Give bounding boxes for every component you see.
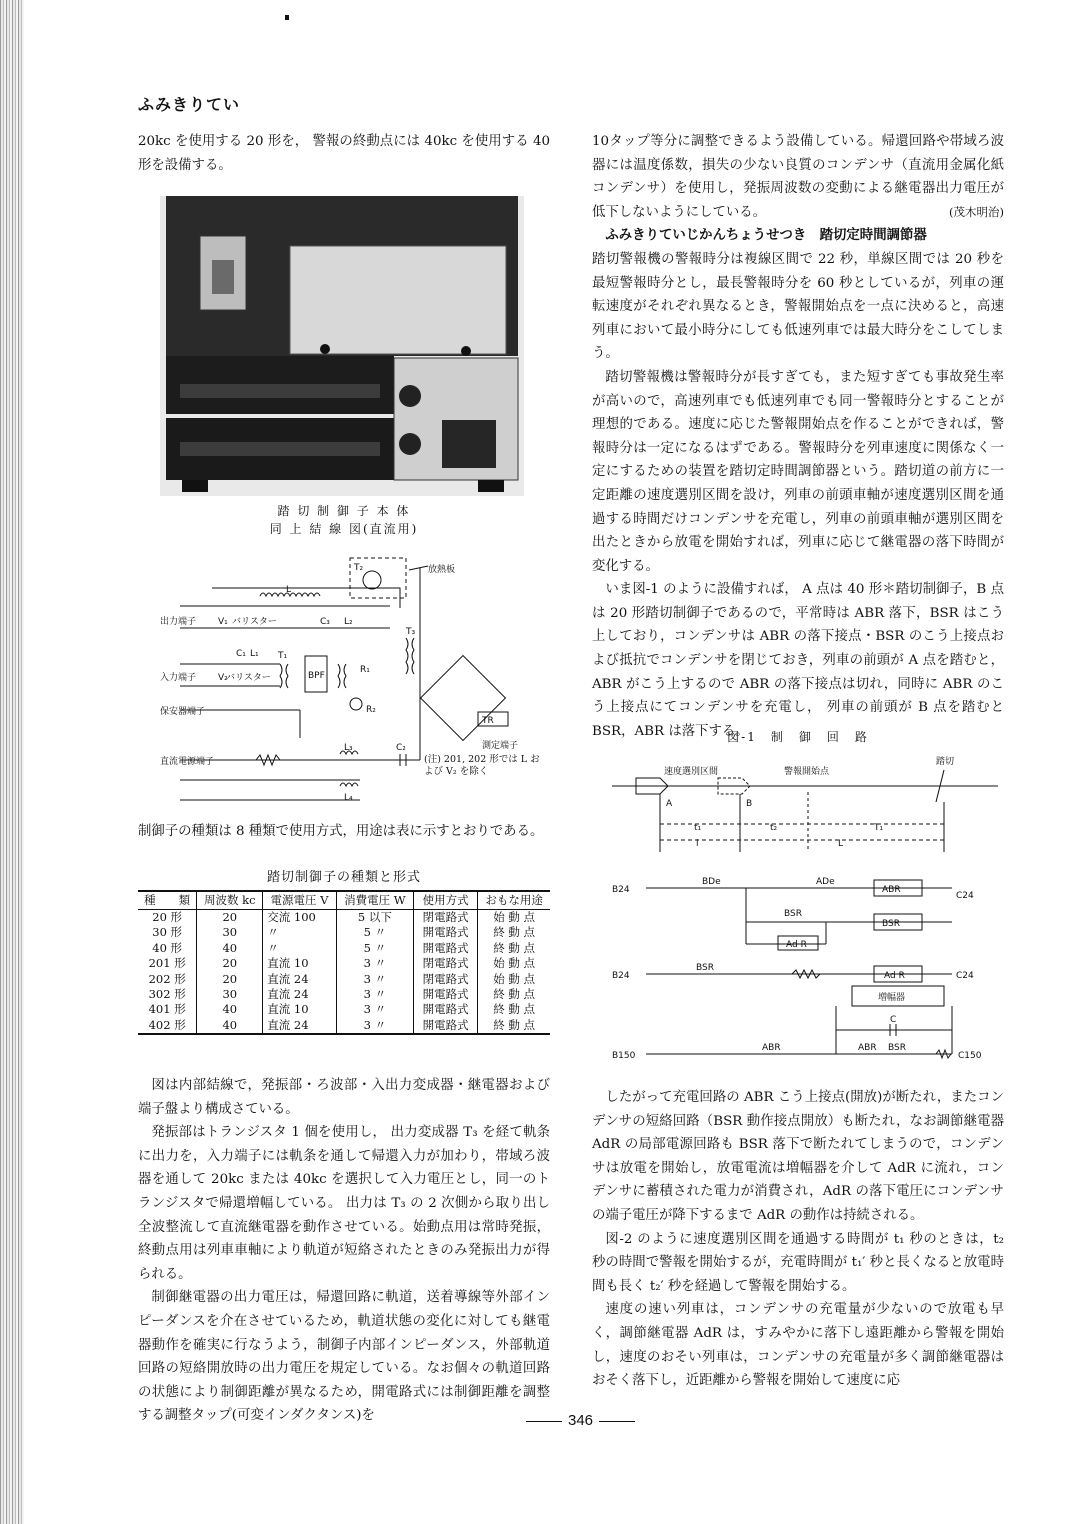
big-t1-label: T₁ [874,823,884,833]
t3-label: T₃ [406,627,416,637]
table-cell: 直流 10 [263,1002,336,1017]
table-title: 踏切制御子の種類と形式 [266,870,421,885]
b24-label: B24 [612,885,630,895]
abr-contact-label: ABR [762,1043,781,1053]
point-b-label: B [746,799,753,809]
author-credit: (茂木明治) [949,204,1004,219]
page-binding-edge [0,0,24,1524]
table-row [138,972,550,987]
table-cell: 30 形 [152,925,183,940]
left-paragraph-2: 制御子の種類は 8 種類で使用方式，用途は表に示すとおりである。 [138,824,544,839]
running-head: ふみきりてい [138,95,241,114]
table-cell: 40 [197,941,263,956]
l2-label: L₂ [344,617,353,627]
table-cell: 直流 24 [263,1018,336,1034]
table-cell: 3 〃 [336,1002,413,1017]
table-cell: 始 動 点 [478,972,550,987]
left-paragraph-1: 20kc を使用する 20 形を， 警報の終動点には 40kc を使用する 40 形を設備する。 [138,134,550,173]
table-cell: 開電路式 [414,1018,478,1034]
bpf-label: BPF [308,671,325,681]
table-cell: 401 形 [148,1002,186,1017]
protector-terminal-label: 保安器端子 [160,707,206,717]
table-cell: 開電路式 [414,925,478,940]
t2-label: T₂ [354,563,364,573]
l-label: l [696,839,699,849]
table-body [138,910,550,1035]
r2-label: R₂ [366,705,376,715]
table-cell: 閉電路式 [414,956,478,971]
bde-label: BDe [702,877,721,887]
crossing-label: 踏切 [936,757,955,767]
table-cell: 5 以下 [336,910,413,926]
big-l-label: L [838,839,844,849]
adr-upper-label: Ad R [786,940,807,950]
b150-label: B150 [612,1051,636,1061]
capacitor-label: C [890,1015,897,1025]
alarm-start-label: 警報開始点 [784,767,830,777]
control-circuit-figure [606,752,1006,1070]
table-cell: 40 形 [152,940,183,955]
measure-terminal-label: 測定端子 [482,741,519,751]
figure-1-caption: 図-1 制 御 回 路 [727,730,869,744]
left-body-text [138,1074,550,1428]
table-row [138,910,550,926]
table-cell: 閉電路式 [414,910,478,926]
amplifier-label: 増幅器 [878,993,906,1003]
table-cell: 直流 24 [263,987,336,1002]
table-cell: 20 [197,910,263,926]
table-cell: 終 動 点 [478,925,550,940]
r1-label: R₁ [360,665,370,675]
l4-label: L₄ [344,793,353,803]
table-cell: 直流 24 [263,972,336,987]
tr-label: TR [482,716,494,726]
table-cell: 終 動 点 [478,941,550,956]
print-speck [285,15,289,20]
table-cell: 3 〃 [336,956,413,971]
controller-photo-image [160,196,524,496]
table-cell: 20 形 [152,910,183,924]
right-paragraph-1-text: 10タップ等分に調整できるよう設備している。帰還回路や帯域ろ波器には温度係数，損失の少ない良質のコンデンサ（直流用金属化紙コンデンサ）を使用し，発振周波数の変動による継電器出力電圧が低下しないようにしている。 [592,134,1004,220]
right-body-text-bottom [592,1086,1004,1393]
table-cell: 3 〃 [336,1018,413,1034]
heat-sink-label: 放熱板 [428,565,456,575]
meter-symbol [350,698,362,710]
varistor1-label: バリスター [232,617,277,627]
entry-heading: ふみきりていじかんちょうせつき 踏切定時間調節器 [605,227,927,244]
table-cell: 201 形 [148,956,186,971]
table-row [138,1018,550,1034]
table-header: 使用方式 [414,891,478,910]
dc-source-terminal-label: 直流電源端子 [160,757,215,767]
right-paragraph-1 [592,130,1004,224]
l1-label: L₁ [250,649,259,659]
table-cell: 始 動 点 [478,910,550,926]
l3-label: L₃ [344,743,353,753]
controller-photo [160,196,524,496]
left-paragraph-4: 発振部はトランジスタ 1 個を使用し， 出力変成器 T₃ を経て軌条に出力を，入力端子には軌条を通して帰還入力が加わり，帯域ろ波器を通して 20kc または 40kc を選択して入力電圧とし，同一のトランジスタで帰還増幅している。 出力は T₃ の 2 次側から取り出し全波整流して直流継電器を動作させている。始動点用は常時発振，終動点用は列車車軸により軌道が短絡されたときのみ発振出力が得られる。 [138,1125,550,1282]
table-cell: 始 動 点 [478,956,550,971]
ade-label: ADe [816,877,835,887]
diagram-caption: 同 上 結 線 図(直流用) [269,522,419,536]
table-row [138,941,550,956]
controller-types-table [138,890,550,1035]
table-cell: 20 [197,972,263,987]
L-coil-line [212,588,400,608]
table-header: 周波数 kc [197,891,263,910]
c24-label: C24 [956,891,974,901]
c1-label: C₁ [236,649,246,659]
diagram-note: (注) 201, 202 形では L および V₂ を除く [424,754,540,777]
table-row [138,925,550,940]
wiring-diagram [160,548,550,810]
table-cell: 開電路式 [414,987,478,1002]
table-cell: 3 〃 [336,987,413,1002]
table-cell: 402 形 [138,1018,197,1034]
table-cell: 〃 [263,925,336,940]
abr-contact-label-2: ABR [858,1043,877,1053]
table-cell: 40 [197,1018,263,1034]
right-paragraph-2: 踏切警報機の警報時分は複線区間で 22 秒，単線区間では 20 秒を最短警報時分とし，最長警報時分を 60 秒としているが，列車の運転速度がそれぞれ異なるとき，警報開始点を一点に決めると，高速列車において最小時分にしても低速列車では最大時分をこしてしまう。 [592,251,1004,362]
right-body-text-top [592,130,1004,743]
c2-label: C₂ [396,743,406,753]
table-cell: 40 [197,1002,263,1017]
adr-lower-label: Ad R [884,971,905,981]
bsr-contact-label: BSR [784,909,802,919]
table-cell: 終 動 点 [478,987,550,1002]
t1-label: t₁ [694,823,702,833]
table-cell: 30 [197,987,263,1002]
rectifier-bridge [421,656,506,741]
page-number: 346 [520,1412,641,1429]
table-cell: 30 [197,925,263,940]
c150-label: C150 [958,1051,982,1061]
table-header: おもな用途 [478,891,550,910]
bsr-label: BSR [882,919,900,929]
right-paragraph-3: 踏切警報機は警報時分が長すぎても，また短すぎても事故発生率が高いので，高速列車でも低速列車でも同一警報時分とすることが理想的である。速度に応じた警報開始点を作ることができれば，警報時分は一定になるはずである。警報時分を列車速度に関係なく一定にするための装置を踏切定時間調節器という。踏切道の前方に一定距離の速度選別区間を設け，列車の前頭車軸が速度選別区間を通過する時間だけコンデンサを充電し，列車の前頭車軸が選別区間を出たときから放電を開始すれば，列車に応じて継電器の落下時間が変化する。 [592,369,1004,574]
table-cell: 202 形 [148,971,186,986]
photo-caption: 踏 切 制 御 子 本 体 [277,504,411,518]
table-row [138,987,550,1002]
right-paragraph-4: いま図-1 のように設備すれば， A 点は 40 形＊踏切制御子，B 点は 20 形踏切制御子であるので，平常時は ABR 落下，BSR はこう上しており，コンデンサは ABR の落下接点・BSR のこう上接点および抵抗でコンデンサを閉じておき，列車の前頭が A 点を踏むと， ABR がこう上するので ABR の落下接点は切れ，同時に ABR のこう上接点にてコンデンサを充電し， 列車の前頭が B 点を踏むと BSR，ABR は落下する。 [592,582,1004,739]
v2-label: V₂ [218,673,228,683]
left-paragraph-5: 制御継電器の出力電圧は，帰還回路に軌道，送着導線等外部インピーダンスを介在させているため，軌道状態の変化に対しても継電器動作を確実に行なうよう，制御子内部インピーダンス，外部軌道回路の短絡開放時の出力電圧を規定している。なお個々の軌道回路の状態により制御距離が異なるため，開電路式には制御距離を調整する調整タップ(可変インダクタンス)を [138,1290,550,1424]
b24-label-2: B24 [612,971,630,981]
bsr-contact-label-3: BSR [888,1043,906,1053]
table-cell: 終 動 点 [478,1002,550,1017]
point-a-label: A [666,799,673,809]
table-header: 種 類 [138,891,197,910]
table-row [138,956,550,971]
l-label: L [286,585,292,595]
table-cell: 開電路式 [414,1002,478,1017]
transistor-symbol [363,571,381,589]
table-cell: 3 〃 [336,972,413,987]
table-cell: 終 動 点 [478,1018,550,1034]
table-cell: 直流 10 [263,956,336,971]
abr-label: ABR [882,885,901,895]
t1-label: T₁ [278,651,288,661]
right-paragraph-6: 図-2 のように速度選別区間を通過する時間が t₁ 秒のときは，t₂ 秒の時間で警報を開始するが，充電時間が t₁′ 秒と長くなると放電時間も長く t₂′ 秒を経過して警報を開始する。 [592,1231,1004,1294]
input-terminal-label: 入力端子 [160,673,197,683]
table-header: 消費電圧 W [336,891,413,910]
c24-label-2: C24 [956,971,974,981]
table-row [138,1002,550,1017]
table-cell: 開電路式 [414,941,478,956]
output-terminal-label: 出力端子 [160,617,197,627]
right-paragraph-7: 速度の速い列車は，コンデンサの充電量が少ないので放電も早く，調節継電器 AdR は，すみやかに落下し遠距離から警報を開始し，速度のおそい列車は，コンデンサの充電量が多く調節継電器はおそく落下し，近距離から警報を開始して速度に応 [592,1302,1004,1389]
speed-section-label: 速度選別区間 [664,767,719,777]
table-cell: 閉電路式 [414,972,478,987]
bsr-contact-label-2: BSR [696,963,714,973]
table-cell: 20 [197,956,263,971]
varistor2-label: バリスター [226,673,271,683]
table-cell: 5 〃 [336,941,413,956]
table-cell: 交流 100 [263,910,336,926]
v1-label: V₁ [218,617,228,627]
table-cell: 〃 [263,941,336,956]
c3-label: C₃ [320,617,330,627]
table-cell: 5 〃 [336,925,413,940]
table-cell: 302 形 [148,987,186,1002]
table-header: 電源電圧 V [263,891,336,910]
right-paragraph-5: したがって充電回路の ABR こう上接点(開放)が断たれ，またコンデンサの短絡回路（BSR 動作接点開放）も断たれ，なお調節継電器 AdR の局部電源回路も BSR 落下で断たれてしまうので，コンデンサは放電を開始し，放電電流は増幅器を介して AdR に流れ，コンデンサに蓄積された電力が消費され，AdR の落下電圧にコンデンサの端子電圧が降下するまで AdR の動作は持続される。 [592,1090,1004,1223]
table-header-row [138,891,550,910]
left-paragraph-3: 図は内部結線で，発振部・ろ波部・入出力変成器・継電器および端子盤より構成さている。 [138,1078,550,1117]
t2-label: t₂ [770,823,778,833]
